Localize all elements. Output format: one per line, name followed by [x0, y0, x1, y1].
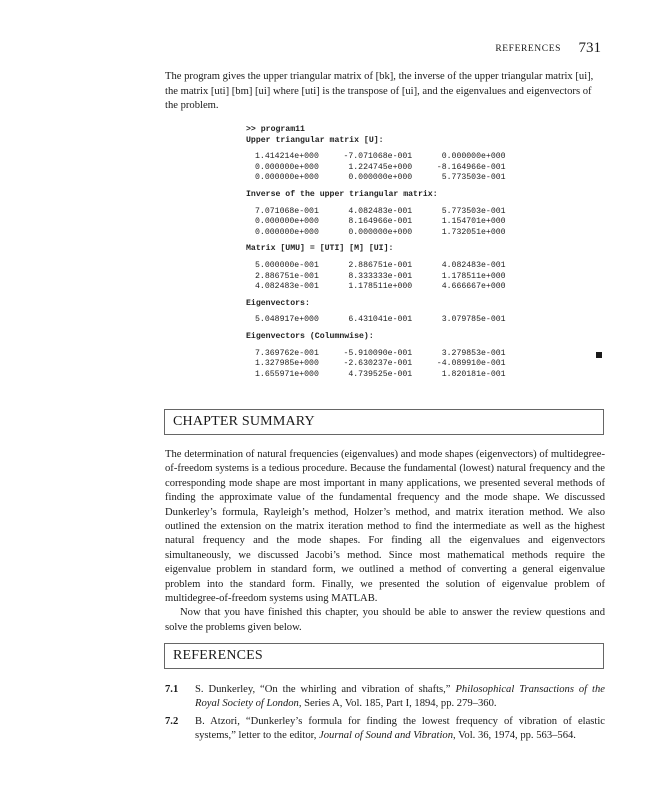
intro-paragraph: The program gives the upper triangular matrix of [bk], the inverse of the upper triangular matrix [ui], the matrix [uti] [bm] [ui] where [uti] is the transpose of [ui], and the eigenvalues and eigenvectors of the problem.	[165, 71, 594, 111]
code-label-eigenvectors: Eigenvectors:	[246, 298, 310, 308]
chapter-summary-heading-box	[164, 409, 604, 435]
code-row: 5.048917e+000 6.431041e-001 3.079785e-001	[255, 315, 506, 325]
page-header	[0, 40, 645, 60]
code-row: 0.000000e+000 1.224745e+000 -8.164966e-001	[255, 162, 506, 172]
code-prompt: >> program11	[246, 125, 305, 134]
code-row: 5.000000e-001 2.886751e-001 4.082483e-001	[255, 260, 506, 270]
code-row: 1.327985e+000 -2.630237e-001 -4.089910e-001	[255, 359, 506, 369]
code-row: 0.000000e+000 0.000000e+000 5.773503e-001	[255, 173, 506, 183]
reference-item	[165, 683, 605, 712]
reference-journal: Journal of Sound and Vibration	[319, 730, 454, 742]
reference-number: 7.2	[165, 715, 179, 727]
chapter-summary-heading: CHAPTER SUMMARY	[173, 414, 315, 429]
code-row: 1.655971e+000 4.739525e-001 1.820181e-001	[255, 369, 506, 379]
running-head: REFERENCES	[495, 44, 561, 54]
summary-paragraph: Now that you have finished this chapter, you should be able to answer the review questions and solve the problems given below.	[165, 607, 605, 633]
code-label-inverse: Inverse of the upper triangular matrix:	[246, 189, 438, 199]
matlab-output	[246, 125, 506, 380]
reference-item	[165, 715, 605, 744]
reference-journal: Philosophical Transactions of the Royal Society of London	[195, 684, 605, 710]
code-row: 7.071068e-001 4.082483e-001 5.773503e-001	[255, 206, 506, 216]
reference-number: 7.1	[165, 684, 179, 695]
reference-text: , Vol. 36, 1974, pp. 563–564.	[453, 730, 576, 742]
code-row: 2.886751e-001 8.333333e-001 1.178511e+000	[255, 271, 506, 281]
code-label-upper: Upper triangular matrix [U]:	[246, 135, 384, 145]
reference-text: S. Dunkerley, “On the whirling and vibration of shafts,”	[195, 684, 456, 695]
references-list	[165, 683, 605, 747]
end-of-example-square-icon	[596, 352, 602, 358]
reference-text: , Series A, Vol. 185, Part I, 1894, pp. 279–360.	[298, 698, 497, 710]
reference-text: B. Atzori, “Dunkerley’s formula for finding the lowest frequency of vibration of elastic systems,” letter to the editor,	[195, 715, 605, 742]
chapter-summary-body	[165, 448, 605, 635]
intro-paragraph-block	[165, 70, 605, 114]
references-heading-box	[164, 643, 604, 669]
references-heading: REFERENCES	[173, 648, 263, 663]
code-row: 7.369762e-001 -5.910090e-001 3.279853e-001	[255, 348, 506, 358]
code-row: 4.082483e-001 1.178511e+000 4.666667e+000	[255, 282, 506, 292]
code-row: 0.000000e+000 0.000000e+000 1.732051e+000	[255, 227, 506, 237]
code-label-umu: Matrix [UMU] = [UTI] [M] [UI]:	[246, 244, 394, 254]
summary-paragraph: The determination of natural frequencies (eigenvalues) and mode shapes (eigenvectors) of multidegree-of-freedom systems is a tedious procedure. Because the fundamental (lowest) natural frequency and the corresponding mode shape are most important in many applications, we presented several methods of finding the approximate value of the fundamental frequency and the mode shape. We discussed Dunkerley’s formula, Rayleigh’s method, Holzer’s method, and matrix iteration method. We also outlined the extension on the matrix iteration method to find the intermediate as well as the highest natural frequency and the mode shapes. For finding all the eigenvalues and eigenvectors simultaneously, we discussed Jacobi’s method. Since most mathematical methods require the eigenvalue problem in standard form, we outlined a method of converting a general eigenvalue problem into the standard form. Finally, we presented the solution of eigenvalue problem of multidegree-of-freedom systems using MATLAB.	[165, 449, 605, 605]
code-label-columnwise: Eigenvectors (Columnwise):	[246, 331, 374, 341]
code-row: 1.414214e+000 -7.071068e-001 0.000000e+000	[255, 152, 506, 162]
code-row: 0.000000e+000 8.164966e-001 1.154701e+000	[255, 217, 506, 227]
page-number: 731	[578, 40, 601, 56]
